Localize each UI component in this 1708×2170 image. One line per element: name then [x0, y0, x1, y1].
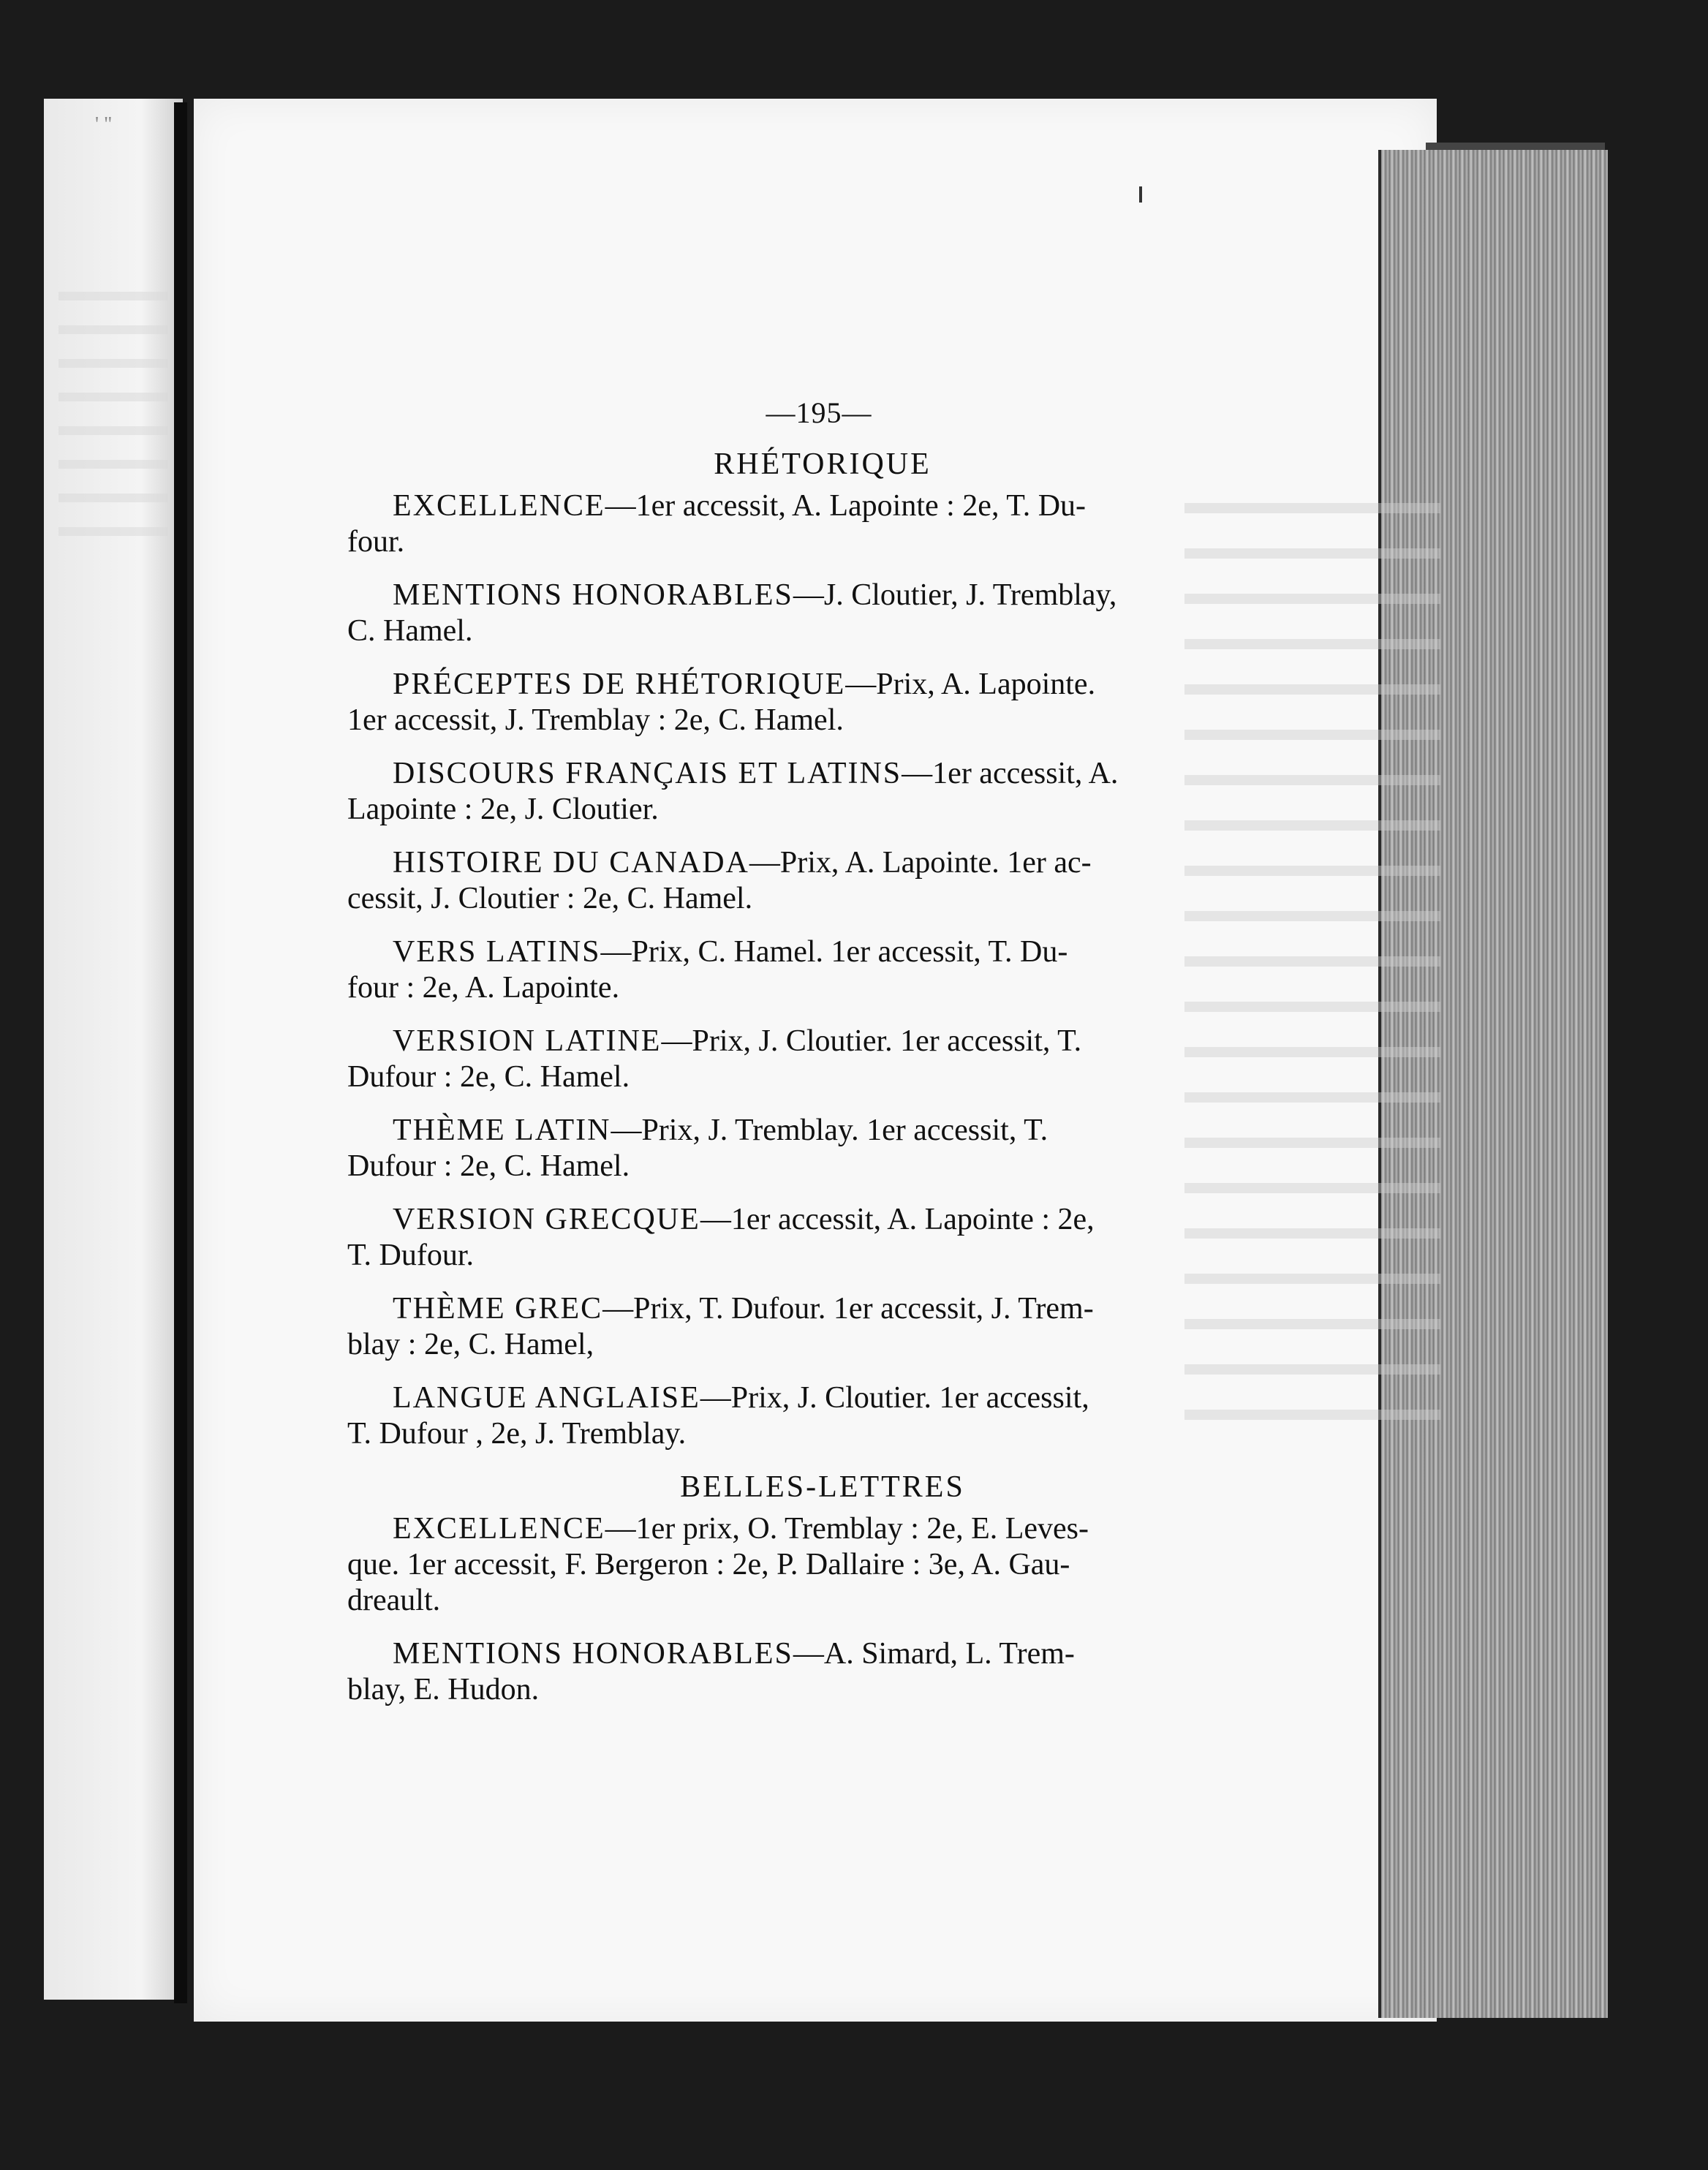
- entry-text: —Prix, T. Dufour. 1er accessit, J. Trem-: [602, 1292, 1094, 1326]
- subject-title: HISTOIRE DU CANADA: [393, 846, 749, 880]
- subject-title: EXCELLENCE: [393, 489, 605, 523]
- subject-title: DISCOURS FRANÇAIS ET LATINS: [393, 757, 902, 790]
- entry-continuation: dreault.: [347, 1584, 441, 1617]
- prize-entry: [347, 1113, 1232, 1184]
- facing-page-faded-text: [58, 267, 168, 561]
- entry-continuation: cessit, J. Cloutier : 2e, C. Hamel.: [347, 882, 753, 915]
- entry-continuation: blay, E. Hudon.: [347, 1673, 540, 1706]
- prize-entry: [347, 1024, 1232, 1095]
- entry-text: —Prix, J. Tremblay. 1er accessit, T.: [611, 1114, 1048, 1147]
- page-content: [347, 395, 1232, 1725]
- entry-text: —1er accessit, A. Lapointe : 2e,: [700, 1203, 1095, 1236]
- subject-title: MENTIONS HONORABLES: [393, 578, 793, 612]
- prize-entry: [347, 1291, 1232, 1363]
- book-gutter: [174, 102, 187, 2003]
- entry-continuation: C. Hamel.: [347, 614, 473, 648]
- prize-entry: [347, 756, 1232, 828]
- subject-title: PRÉCEPTES DE RHÉTORIQUE: [393, 668, 846, 701]
- prize-entry: [347, 488, 1232, 560]
- entry-continuation: Lapointe : 2e, J. Cloutier.: [347, 793, 659, 826]
- entry-text: —Prix, J. Cloutier. 1er accessit,: [700, 1381, 1089, 1415]
- entry-continuation: blay : 2e, C. Hamel,: [347, 1328, 594, 1361]
- subject-title: THÈME GREC: [393, 1292, 603, 1326]
- entry-continuation: Dufour : 2e, C. Hamel.: [347, 1060, 630, 1094]
- entry-continuation: four.: [347, 525, 405, 559]
- facing-page-left: [44, 99, 183, 2000]
- section-heading-belles-lettres: BELLES-LETTRES: [680, 1470, 965, 1504]
- entry-text: —Prix, A. Lapointe. 1er ac-: [749, 846, 1092, 880]
- entry-text: —J. Cloutier, J. Tremblay,: [793, 578, 1117, 612]
- subject-title: THÈME LATIN: [393, 1114, 611, 1147]
- page-blemish: [1139, 186, 1142, 203]
- entry-text: —Prix, C. Hamel. 1er accessit, T. Du-: [600, 935, 1068, 969]
- prize-entry: [347, 934, 1232, 1006]
- entry-text: —Prix, A. Lapointe.: [845, 668, 1096, 701]
- prize-entry: [347, 1380, 1232, 1452]
- entry-continuation: T. Dufour , 2e, J. Tremblay.: [347, 1417, 687, 1451]
- entry-text: —A. Simard, L. Trem-: [793, 1637, 1075, 1671]
- section-heading-rhetorique: RHÉTORIQUE: [714, 447, 932, 481]
- subject-title: VERS LATINS: [393, 935, 601, 969]
- page-number: —195—: [766, 396, 872, 429]
- entry-continuation: four : 2e, A. Lapointe.: [347, 971, 620, 1005]
- prize-entry: [347, 1202, 1232, 1274]
- facing-page-mark: ' ": [95, 113, 113, 136]
- prize-entry: [347, 1636, 1232, 1708]
- entry-continuation: T. Dufour.: [347, 1239, 475, 1272]
- entry-continuation: Dufour : 2e, C. Hamel.: [347, 1149, 630, 1183]
- entry-continuation: 1er accessit, J. Tremblay : 2e, C. Hamel.: [347, 703, 844, 737]
- subject-title: LANGUE ANGLAISE: [393, 1381, 700, 1415]
- entry-text: —1er accessit, A. Lapointe : 2e, T. Du-: [605, 489, 1087, 523]
- entry-text: —Prix, J. Cloutier. 1er accessit, T.: [661, 1024, 1082, 1058]
- subject-title: VERSION GRECQUE: [393, 1203, 700, 1236]
- entry-continuation: que. 1er accessit, F. Bergeron : 2e, P. Dallaire : 3e, A. Gau-: [347, 1548, 1070, 1581]
- subject-title: MENTIONS HONORABLES: [393, 1637, 793, 1671]
- subject-title: EXCELLENCE: [393, 1512, 605, 1546]
- entry-text: —1er prix, O. Tremblay : 2e, E. Leves-: [605, 1512, 1089, 1546]
- subject-title: VERSION LATINE: [393, 1024, 662, 1058]
- entry-text: —1er accessit, A.: [902, 757, 1119, 790]
- prize-entry: [347, 845, 1232, 917]
- prize-entry: [347, 1511, 1232, 1619]
- prize-entry: [347, 578, 1232, 649]
- prize-entry: [347, 667, 1232, 738]
